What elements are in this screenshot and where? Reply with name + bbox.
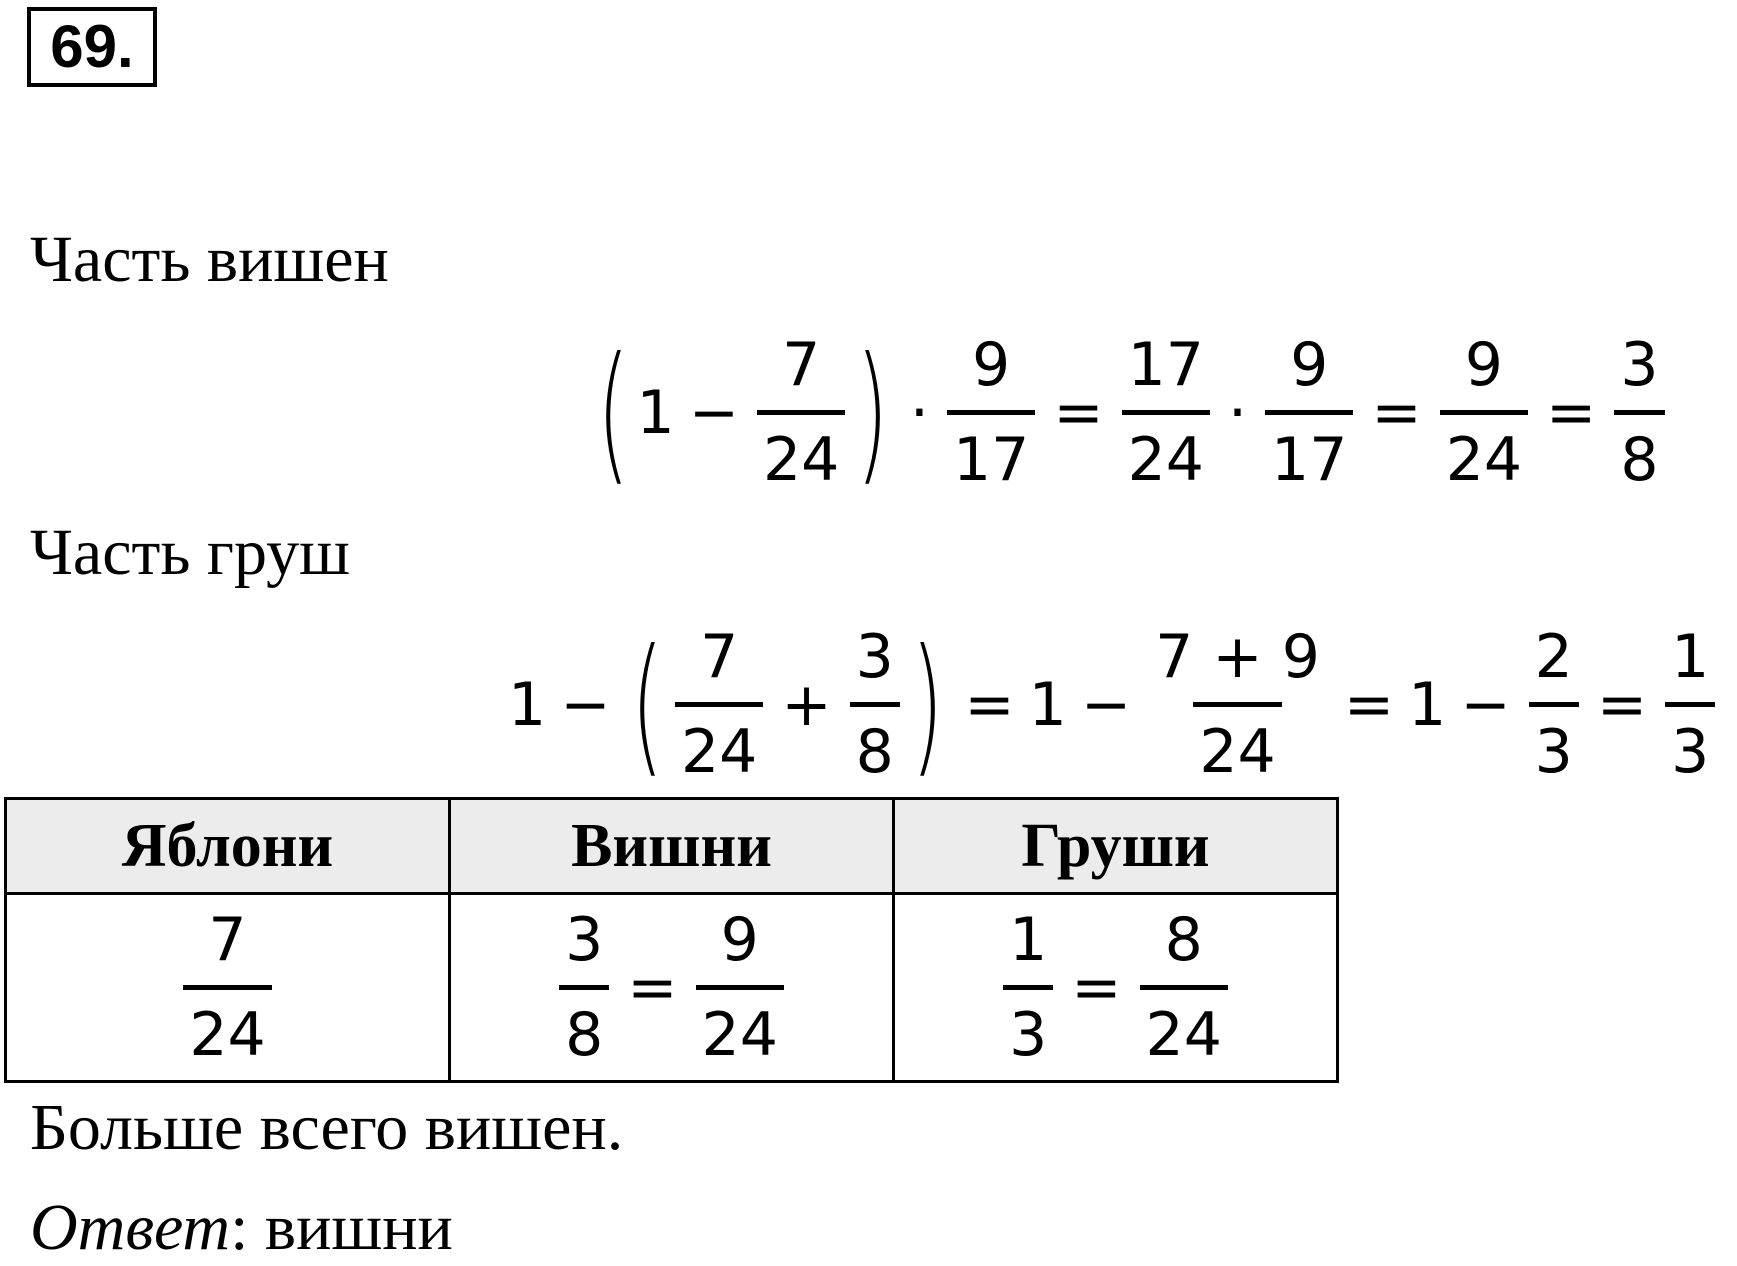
cell-apples bbox=[6, 894, 450, 1082]
fraction bbox=[675, 612, 763, 797]
term: 1 bbox=[1028, 669, 1067, 740]
answer-line bbox=[30, 1190, 453, 1266]
minus-sign: − bbox=[1460, 669, 1511, 740]
numerator: 9 bbox=[1464, 330, 1503, 400]
left-paren: ( bbox=[631, 617, 664, 792]
denominator: 17 bbox=[1265, 410, 1353, 505]
numerator: 3 bbox=[855, 622, 894, 692]
fraction bbox=[947, 320, 1035, 505]
equals-sign: = bbox=[1546, 377, 1597, 448]
header-apples: Яблони bbox=[6, 799, 450, 894]
fraction-expression bbox=[999, 895, 1232, 1080]
numerator: 7 bbox=[208, 905, 247, 975]
denominator: 3 bbox=[1003, 985, 1053, 1080]
conclusion-text: Больше всего вишен. bbox=[30, 1091, 624, 1164]
fraction bbox=[696, 895, 784, 1080]
answer-colon: : bbox=[230, 1191, 249, 1264]
equals-sign: = bbox=[1053, 377, 1104, 448]
minus-sign: − bbox=[688, 377, 739, 448]
equals-sign: = bbox=[1071, 952, 1122, 1023]
heading-cherries: Часть вишен bbox=[30, 223, 389, 296]
fraction bbox=[1140, 895, 1228, 1080]
denominator: 3 bbox=[1665, 702, 1715, 797]
denominator: 24 bbox=[1122, 410, 1210, 505]
numerator: 2 bbox=[1534, 622, 1573, 692]
fraction-expression bbox=[555, 895, 788, 1080]
denominator: 24 bbox=[675, 702, 763, 797]
denominator: 24 bbox=[1193, 702, 1281, 797]
term: 1 bbox=[636, 377, 675, 448]
denominator: 8 bbox=[1614, 410, 1664, 505]
fraction bbox=[850, 612, 900, 797]
numerator: 1 bbox=[1009, 905, 1048, 975]
equals-sign: = bbox=[1343, 669, 1395, 740]
numerator: 9 bbox=[972, 330, 1011, 400]
equals-sign: = bbox=[964, 669, 1015, 740]
fraction bbox=[1265, 320, 1353, 505]
denominator: 24 bbox=[183, 985, 271, 1080]
denominator: 3 bbox=[1529, 702, 1579, 797]
problem-number: 69. bbox=[27, 7, 157, 87]
equation-cherries bbox=[590, 320, 1669, 505]
fraction bbox=[1529, 612, 1579, 797]
numerator: 17 bbox=[1127, 330, 1204, 400]
fraction bbox=[1003, 895, 1053, 1080]
numerator: 8 bbox=[1164, 905, 1203, 975]
equals-sign: = bbox=[1596, 669, 1648, 740]
dot-operator: · bbox=[1227, 377, 1248, 448]
denominator: 24 bbox=[1140, 985, 1228, 1080]
fraction bbox=[757, 320, 845, 505]
right-paren: ) bbox=[856, 325, 889, 500]
numerator: 1 bbox=[1671, 622, 1710, 692]
fraction bbox=[1149, 612, 1326, 797]
fraction bbox=[183, 895, 271, 1080]
fruit-table bbox=[4, 797, 1339, 1083]
header-cherries: Вишни bbox=[450, 799, 894, 894]
fraction bbox=[1665, 612, 1715, 797]
denominator: 8 bbox=[850, 702, 900, 797]
numerator: 7 bbox=[782, 330, 821, 400]
plus-sign: + bbox=[781, 669, 832, 740]
answer-value: вишни bbox=[248, 1191, 453, 1264]
denominator: 24 bbox=[757, 410, 845, 505]
term: 1 bbox=[508, 669, 547, 740]
cell-cherries bbox=[450, 894, 894, 1082]
header-pears: Груши bbox=[894, 799, 1338, 894]
denominator: 17 bbox=[947, 410, 1035, 505]
denominator: 24 bbox=[696, 985, 784, 1080]
minus-sign: − bbox=[1080, 669, 1132, 740]
left-paren: ( bbox=[597, 325, 630, 500]
answer-label: Ответ bbox=[30, 1191, 231, 1264]
equals-sign: = bbox=[627, 952, 678, 1023]
heading-pears: Часть груш bbox=[30, 516, 350, 589]
table-row bbox=[6, 894, 1338, 1082]
fraction bbox=[1614, 320, 1664, 505]
fraction bbox=[1122, 320, 1210, 505]
fraction-expression bbox=[179, 895, 275, 1080]
equals-sign: = bbox=[1371, 377, 1422, 448]
right-paren: ) bbox=[910, 617, 944, 792]
equation-pears bbox=[508, 612, 1719, 797]
dot-operator: · bbox=[909, 377, 929, 448]
numerator: 9 bbox=[720, 905, 759, 975]
table-header-row bbox=[6, 799, 1338, 894]
fraction bbox=[1440, 320, 1528, 505]
denominator: 24 bbox=[1440, 410, 1528, 505]
fraction bbox=[559, 895, 609, 1080]
term: 1 bbox=[1408, 669, 1447, 740]
minus-sign: − bbox=[560, 669, 611, 740]
numerator: 7 + 9 bbox=[1155, 622, 1320, 692]
cell-pears bbox=[894, 894, 1338, 1082]
numerator: 9 bbox=[1290, 330, 1329, 400]
numerator: 7 bbox=[700, 622, 739, 692]
denominator: 8 bbox=[559, 985, 609, 1080]
numerator: 3 bbox=[565, 905, 604, 975]
numerator: 3 bbox=[1620, 330, 1659, 400]
